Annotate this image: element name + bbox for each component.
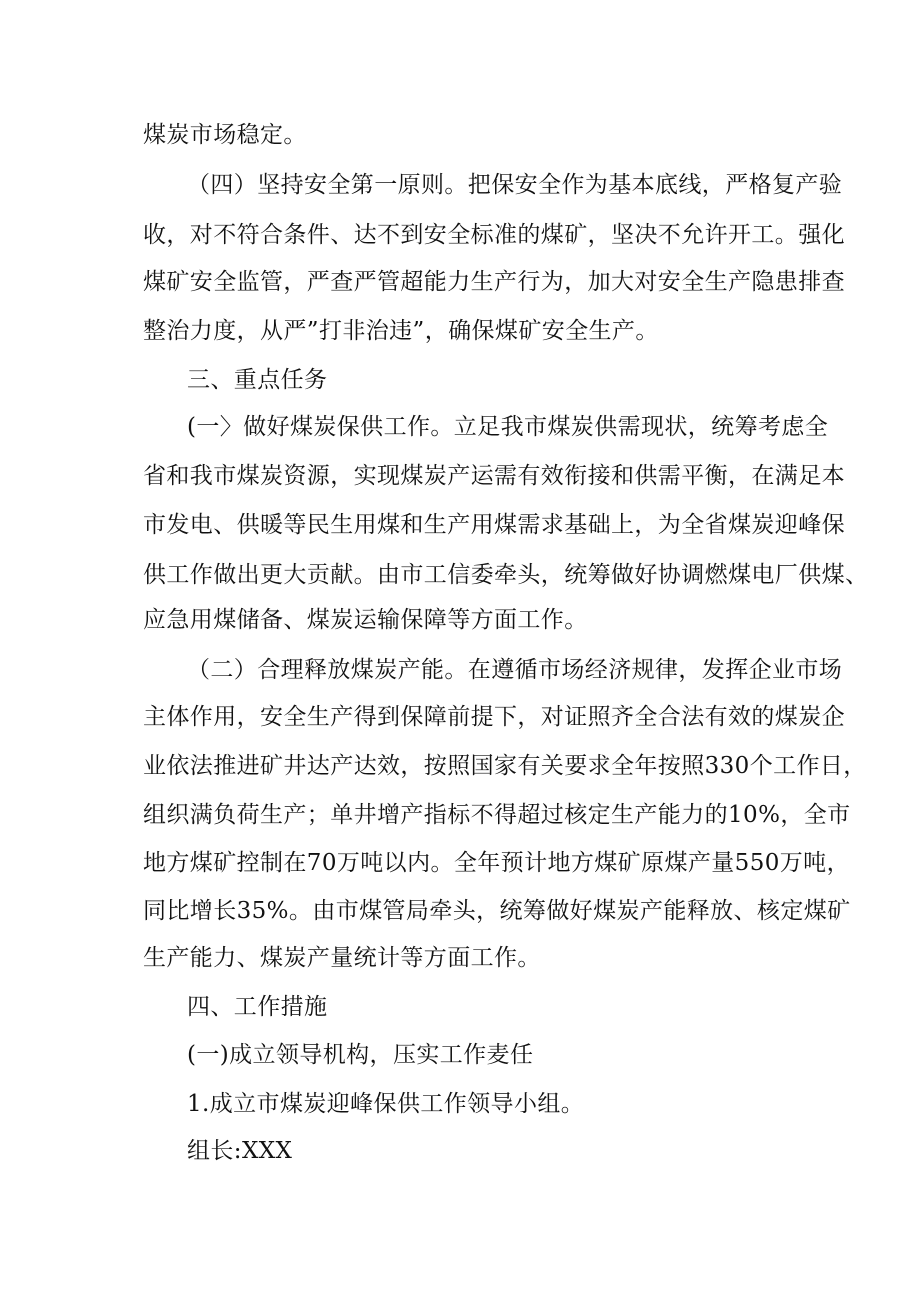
paragraph-line: 煤矿安全监管，严查严管超能力生产行为，加大对安全生产隐患排查 <box>143 269 845 295</box>
paragraph-line: (一〉做好煤炭保供工作。立足我市煤炭供需现状，统筹考虑全 <box>187 414 829 440</box>
section-heading: 四、工作措施 <box>187 994 328 1020</box>
paragraph-line: 供工作做出更大贡献。由市工信委牵头，统筹做好协调燃煤电厂供煤、 <box>143 562 869 588</box>
subsection-heading: (一)成立领导机构，压实工作麦任 <box>187 1042 534 1068</box>
paragraph-line: 市发电、供暖等民生用煤和生产用煤需求基础上，为全省煤炭迎峰保 <box>143 512 845 538</box>
paragraph-line: 主体作用，安全生产得到保障前提下，对证照齐全合法有效的煤炭企 <box>143 704 845 730</box>
paragraph-line: 煤炭市场稳定。 <box>143 122 307 148</box>
paragraph-line: 整治力度，从严”打非治违”，确保煤矿安全生产。 <box>143 318 659 344</box>
paragraph-line: 应急用煤储备、煤炭运输保障等方面工作。 <box>143 607 588 633</box>
paragraph-line: 省和我市煤炭资源，实现煤炭产运需有效衔接和供需平衡，在满足本 <box>143 463 845 489</box>
paragraph-line: 收，对不符合条件、达不到安全标准的煤矿，坚决不允许开工。强化 <box>143 222 845 248</box>
paragraph-line: 地方煤矿控制在70万吨以内。全年预计地方煤矿原煤产量550万吨， <box>143 850 850 876</box>
paragraph-line: 业依法推进矿井达产达效，按照国家有关要求全年按照330个工作日， <box>143 753 867 779</box>
list-item: 组长:XXX <box>187 1138 293 1164</box>
paragraph-line: （二）合理释放煤炭产能。在遵循市场经济规律，发挥企业市场 <box>187 657 843 683</box>
paragraph-line: （四）坚持安全第一原则。把保安全作为基本底线，严格复产验 <box>187 172 843 198</box>
paragraph-line: 生产能力、煤炭产量统计等方面工作。 <box>143 945 541 971</box>
paragraph-line: 同比增长35%。由市煤管局牵头，统筹做好煤炭产能释放、核定煤矿 <box>143 898 851 924</box>
list-item: 1.成立市煤炭迎峰保供工作领导小组。 <box>187 1091 585 1117</box>
paragraph-line: 组织满负荷生产；单井增产指标不得超过核定生产能力的10%，全市 <box>143 802 851 828</box>
section-heading: 三、重点任务 <box>187 367 328 393</box>
